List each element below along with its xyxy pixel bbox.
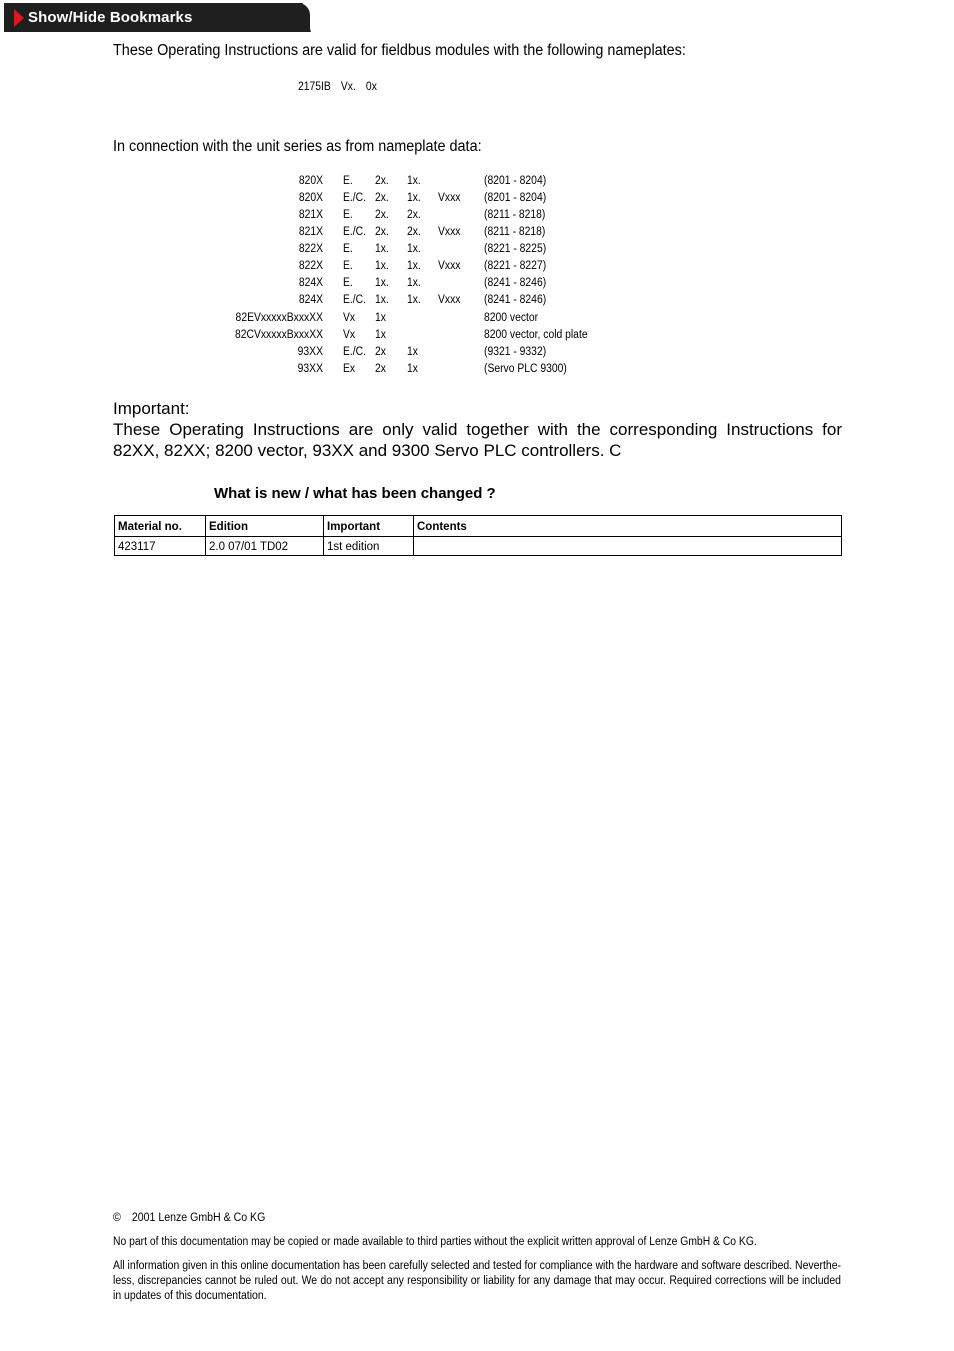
- nameplate-line: [298, 81, 384, 93]
- unit-version: E.: [343, 243, 353, 255]
- disclaimer: All information given in this online documentation has been carefully selected and tested for compliance with the hardware and software described. Neverthe-less, discrepancies cannot be ruled out. We do not accept any responsibility or liability for any damage that may occur. Required corrections will be included in updates of this documentation.: [113, 1260, 841, 1302]
- unit-hw: 1x.: [375, 260, 389, 272]
- unit-version: E.: [343, 175, 353, 187]
- unit-version: E./C.: [343, 226, 367, 238]
- important-text: These Operating Instructions are only valid together with the corresponding Instructions for 82XX, 82XX; 8200 vector, 93XX and 9300 Servo PLC controllers. C: [113, 420, 842, 460]
- unit-sw: 1x: [407, 363, 418, 375]
- unit-version: E.: [343, 260, 353, 272]
- unit-range: (8201 - 8204): [484, 175, 547, 187]
- unit-sw: 2x.: [407, 209, 421, 221]
- unit-type: 824X: [298, 277, 323, 289]
- important-heading: Important:: [113, 399, 190, 418]
- column-header-contents: Contents: [414, 516, 842, 537]
- unit-hw: 2x.: [375, 175, 389, 187]
- table-row: [115, 537, 842, 556]
- unit-sw: 1x.: [407, 243, 421, 255]
- unit-range: (8211 - 8218): [484, 226, 546, 238]
- unit-sw: 1x: [407, 346, 418, 358]
- unit-sw: 2x.: [407, 226, 421, 238]
- list-item: [0, 192, 954, 209]
- unit-range: (8221 - 8227): [484, 260, 547, 272]
- list-item: [0, 175, 954, 192]
- unit-hw: 1x: [375, 312, 386, 324]
- unit-range: (8211 - 8218): [484, 209, 546, 221]
- show-hide-bookmarks-button[interactable]: [4, 3, 310, 32]
- unit-range: (9321 - 9332): [484, 346, 547, 358]
- column-header-material-no: Material no.: [115, 516, 206, 537]
- unit-range: (8201 - 8204): [484, 192, 547, 204]
- unit-range: (8241 - 8246): [484, 294, 547, 306]
- unit-version: E.: [343, 209, 353, 221]
- unit-version: Vx: [343, 312, 356, 324]
- unit-hw: 1x: [375, 329, 386, 341]
- unit-sw: 1x.: [407, 260, 421, 272]
- column-header-important: Important: [324, 516, 414, 537]
- nameplate-software-version: 0x: [365, 81, 377, 93]
- edition-table: [114, 515, 842, 556]
- list-item: [0, 226, 954, 243]
- unit-hw: 2x.: [375, 226, 389, 238]
- unit-version: Vx: [343, 329, 356, 341]
- unit-type: 93XX: [297, 363, 323, 375]
- whats-new-title: What is new / what has been changed ?: [214, 485, 496, 502]
- unit-hw: 1x.: [375, 277, 389, 289]
- unit-hw: 2x.: [375, 209, 389, 221]
- unit-type: 82CVxxxxxBxxxXX: [234, 329, 323, 341]
- unit-hw: 1x.: [375, 294, 389, 306]
- edition-table-header-row: [115, 516, 842, 537]
- column-header-edition: Edition: [206, 516, 324, 537]
- unit-version: E./C.: [343, 192, 367, 204]
- unit-sw: 1x.: [407, 175, 421, 187]
- nameplate-type: 2175IB: [298, 81, 331, 93]
- copy-notice: No part of this documentation may be copied or made available to third parties without the explicit written approval of Lenze GmbH & Co KG.: [113, 1236, 757, 1248]
- unit-version: E./C.: [343, 294, 367, 306]
- list-item: [0, 312, 954, 329]
- list-item: [0, 294, 954, 311]
- unit-sw: 1x.: [407, 192, 421, 204]
- nameplate-hardware-version: Vx.: [340, 81, 356, 93]
- unit-type: 820X: [298, 192, 323, 204]
- unit-range: 8200 vector, cold plate: [484, 329, 588, 341]
- unit-hw: 1x.: [375, 243, 389, 255]
- unit-variant: Vxxx: [438, 294, 461, 306]
- list-item: [0, 209, 954, 226]
- connection-text: In connection with the unit series as from nameplate data:: [113, 138, 482, 155]
- list-item: [0, 277, 954, 294]
- unit-type: 821X: [298, 226, 323, 238]
- unit-range: 8200 vector: [484, 312, 539, 324]
- cell-contents: [414, 537, 842, 556]
- unit-range: (8241 - 8246): [484, 277, 547, 289]
- unit-hw: 2x: [375, 363, 386, 375]
- unit-hw: 2x: [375, 346, 386, 358]
- unit-type: 820X: [298, 175, 323, 187]
- intro-text: These Operating Instructions are valid for fieldbus modules with the following nameplates:: [113, 42, 686, 59]
- unit-sw: 1x.: [407, 277, 421, 289]
- unit-hw: 2x.: [375, 192, 389, 204]
- unit-type: 821X: [298, 209, 323, 221]
- unit-type: 93XX: [297, 346, 323, 358]
- cell-edition: 2.0 07/01 TD02: [206, 537, 324, 556]
- copyright-text: 2001 Lenze GmbH & Co KG: [131, 1212, 266, 1224]
- unit-type: 82EVxxxxxBxxxXX: [235, 312, 323, 324]
- list-item: [0, 260, 954, 277]
- list-item: [0, 346, 954, 363]
- triangle-right-icon: [14, 9, 24, 27]
- copyright-line: [113, 1212, 265, 1224]
- unit-range: (8221 - 8225): [484, 243, 547, 255]
- unit-version: E.: [343, 277, 353, 289]
- unit-variant: Vxxx: [438, 226, 461, 238]
- unit-range: (Servo PLC 9300): [484, 363, 567, 375]
- list-item: [0, 243, 954, 260]
- unit-type: 822X: [298, 260, 323, 272]
- bookmark-label: Show/Hide Bookmarks: [28, 9, 193, 26]
- unit-version: Ex: [343, 363, 356, 375]
- unit-variant: Vxxx: [438, 192, 461, 204]
- unit-type: 824X: [298, 294, 323, 306]
- list-item: [0, 363, 954, 380]
- unit-type: 822X: [298, 243, 323, 255]
- unit-variant: Vxxx: [438, 260, 461, 272]
- cell-material-no: 423117: [115, 537, 206, 556]
- list-item: [0, 329, 954, 346]
- unit-version: E./C.: [343, 346, 367, 358]
- unit-sw: 1x.: [407, 294, 421, 306]
- cell-important: 1st edition: [324, 537, 414, 556]
- copyright-symbol: ©: [113, 1212, 121, 1224]
